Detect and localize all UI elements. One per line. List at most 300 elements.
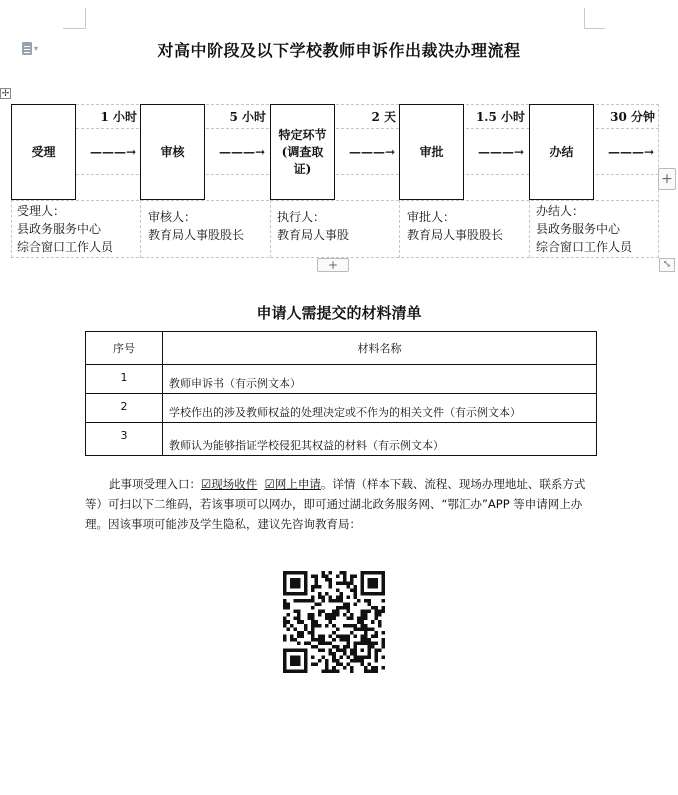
qr-module <box>297 659 301 663</box>
qr-module <box>381 575 385 579</box>
person-line: 执行人： <box>277 210 326 224</box>
qr-module <box>290 648 294 652</box>
qr-module <box>336 606 340 610</box>
qr-module <box>336 634 340 638</box>
step-label: 受理 <box>31 144 56 159</box>
qr-module <box>304 666 308 670</box>
qr-module <box>336 627 340 631</box>
qr-module <box>378 610 382 614</box>
qr-module <box>311 645 315 649</box>
qr-module <box>297 669 301 673</box>
page-corner-mark-top-right <box>584 8 605 29</box>
person-line: 受理人： <box>17 204 66 218</box>
qr-module <box>364 666 368 670</box>
person-line: 教育局人事股股长 <box>148 228 245 242</box>
qr-module <box>311 596 315 600</box>
qr-module <box>311 627 315 631</box>
qr-module <box>304 659 308 663</box>
qr-module <box>311 606 315 610</box>
qr-module <box>353 603 357 607</box>
qr-module <box>371 641 375 645</box>
qr-module <box>357 620 361 624</box>
qr-module <box>381 631 385 635</box>
qr-module <box>353 585 357 589</box>
qr-module <box>329 582 333 586</box>
add-row-button[interactable]: + <box>317 258 349 272</box>
qr-module <box>332 617 336 621</box>
qr-module <box>297 648 301 652</box>
qr-module <box>371 585 375 589</box>
qr-module <box>367 655 371 659</box>
qr-module <box>297 662 301 666</box>
qr-module <box>283 662 287 666</box>
qr-module <box>290 585 294 589</box>
qr-module <box>304 578 308 582</box>
qr-module <box>336 613 340 617</box>
qr-module <box>329 585 333 589</box>
qr-module <box>283 575 287 579</box>
qr-module <box>357 599 361 603</box>
qr-module <box>339 571 343 575</box>
qr-module <box>374 585 378 589</box>
qr-module <box>315 620 319 624</box>
qr-module <box>290 571 294 575</box>
qr-module <box>381 641 385 645</box>
qr-module <box>364 610 368 614</box>
qr-module <box>350 624 354 628</box>
qr-module <box>374 634 378 638</box>
entry-paragraph <box>85 474 597 534</box>
qr-module <box>339 596 343 600</box>
qr-module <box>374 652 378 656</box>
qr-module <box>329 571 333 575</box>
qr-module <box>322 610 326 614</box>
qr-module <box>297 617 301 621</box>
qr-module <box>374 641 378 645</box>
qr-module <box>353 589 357 593</box>
qr-module <box>318 648 322 652</box>
qr-module <box>360 575 364 579</box>
person-line: 综合窗口工作人员 <box>536 240 633 254</box>
qr-module <box>364 613 368 617</box>
qr-module <box>350 582 354 586</box>
qr-module <box>346 606 350 610</box>
qr-module <box>346 645 350 649</box>
qr-module <box>315 585 319 589</box>
qr-module <box>374 669 378 673</box>
qr-module <box>290 655 294 659</box>
qr-module <box>364 617 368 621</box>
qr-module <box>294 599 298 603</box>
qr-module <box>301 592 305 596</box>
qr-module <box>301 648 305 652</box>
qr-module <box>371 634 375 638</box>
qr-module <box>318 659 322 663</box>
qr-module <box>336 610 340 614</box>
qr-module <box>294 582 298 586</box>
qr-module <box>283 571 287 575</box>
row-name: 教师认为能够指证学校侵犯其权益的材料（有示例文本） <box>163 423 597 456</box>
qr-module <box>315 578 319 582</box>
qr-module <box>297 582 301 586</box>
qr-module <box>329 641 333 645</box>
qr-module <box>353 634 357 638</box>
qr-module <box>381 645 385 649</box>
qr-module <box>311 655 315 659</box>
qr-module <box>315 645 319 649</box>
qr-module <box>367 585 371 589</box>
qr-module <box>325 659 329 663</box>
step-complete <box>529 104 594 200</box>
entry-option-online: ☑网上申请 <box>264 477 321 491</box>
qr-module <box>346 585 350 589</box>
qr-module <box>339 592 343 596</box>
qr-module <box>311 613 315 617</box>
qr-module <box>304 648 308 652</box>
qr-module <box>371 620 375 624</box>
qr-module <box>283 578 287 582</box>
page-corner-mark-top-left <box>63 8 86 29</box>
qr-module <box>350 589 354 593</box>
qr-module <box>322 571 326 575</box>
qr-module <box>304 624 308 628</box>
qr-module <box>367 648 371 652</box>
qr-module <box>301 669 305 673</box>
qr-module <box>350 669 354 673</box>
qr-module <box>287 606 291 610</box>
qr-module <box>336 589 340 593</box>
qr-module <box>283 599 287 603</box>
qr-module <box>371 669 375 673</box>
qr-module <box>346 624 350 628</box>
qr-module <box>367 652 371 656</box>
qr-module <box>381 589 385 593</box>
qr-module <box>318 585 322 589</box>
table-resize-handle[interactable]: ⤡ <box>659 258 675 272</box>
qr-module <box>346 603 350 607</box>
qr-module <box>381 571 385 575</box>
qr-module <box>336 648 340 652</box>
flow-arrow: ———→ <box>90 145 137 159</box>
qr-module <box>301 634 305 638</box>
qr-module <box>290 634 294 638</box>
qr-module <box>381 638 385 642</box>
qr-module <box>381 582 385 586</box>
qr-module <box>374 666 378 670</box>
qr-module <box>343 603 347 607</box>
time-label: 30 分钟 <box>610 110 655 124</box>
qr-code-image <box>283 571 385 673</box>
qr-module <box>353 627 357 631</box>
qr-module <box>357 627 361 631</box>
qr-module <box>329 596 333 600</box>
qr-module <box>378 592 382 596</box>
qr-module <box>308 599 312 603</box>
qr-module <box>325 666 329 670</box>
qr-module <box>322 648 326 652</box>
qr-module <box>301 599 305 603</box>
qr-module <box>336 599 340 603</box>
row-no: 2 <box>86 394 163 423</box>
qr-module <box>304 641 308 645</box>
qr-module <box>367 627 371 631</box>
qr-module <box>304 592 308 596</box>
qr-module <box>322 655 326 659</box>
qr-module <box>294 571 298 575</box>
qr-module <box>343 575 347 579</box>
qr-module <box>283 606 287 610</box>
qr-module <box>290 592 294 596</box>
qr-module <box>371 582 375 586</box>
qr-module <box>336 575 340 579</box>
qr-module <box>353 575 357 579</box>
qr-module <box>346 634 350 638</box>
step-approve <box>399 104 464 200</box>
person-complete <box>536 202 632 256</box>
qr-module <box>346 617 350 621</box>
qr-module <box>315 603 319 607</box>
qr-module <box>378 648 382 652</box>
qr-module <box>304 589 308 593</box>
qr-module <box>360 613 364 617</box>
step-review <box>140 104 205 200</box>
qr-module <box>360 578 364 582</box>
qr-module <box>357 617 361 621</box>
materials-title: 申请人需提交的材料清单 <box>256 304 422 322</box>
qr-module <box>287 648 291 652</box>
qr-module <box>360 627 364 631</box>
qr-module <box>346 582 350 586</box>
qr-module <box>374 582 378 586</box>
qr-module <box>332 613 336 617</box>
qr-module <box>315 575 319 579</box>
qr-module <box>367 582 371 586</box>
qr-module <box>339 655 343 659</box>
qr-module <box>329 599 333 603</box>
qr-module <box>297 641 301 645</box>
qr-module <box>294 648 298 652</box>
qr-module <box>381 666 385 670</box>
qr-module <box>311 638 315 642</box>
qr-module <box>357 641 361 645</box>
qr-module <box>283 659 287 663</box>
qr-module <box>360 638 364 642</box>
qr-module <box>322 599 326 603</box>
qr-module <box>346 638 350 642</box>
qr-module <box>364 627 368 631</box>
qr-module <box>297 599 301 603</box>
qr-module <box>371 606 375 610</box>
qr-module <box>381 585 385 589</box>
qr-module <box>325 575 329 579</box>
qr-module <box>336 645 340 649</box>
qr-module <box>283 669 287 673</box>
flow-arrow: ———→ <box>608 145 655 159</box>
qr-module <box>364 641 368 645</box>
person-special <box>277 208 349 244</box>
qr-module <box>360 610 364 614</box>
qr-module <box>322 575 326 579</box>
qr-module <box>367 669 371 673</box>
qr-module <box>304 599 308 603</box>
qr-module <box>283 617 287 621</box>
qr-module <box>294 655 298 659</box>
qr-module <box>339 648 343 652</box>
qr-module <box>360 655 364 659</box>
qr-module <box>343 634 347 638</box>
qr-module <box>322 641 326 645</box>
qr-module <box>367 599 371 603</box>
materials-table <box>85 331 597 456</box>
qr-module <box>304 627 308 631</box>
qr-module <box>374 648 378 652</box>
qr-module <box>374 606 378 610</box>
qr-module <box>283 634 287 638</box>
qr-module <box>318 641 322 645</box>
qr-module <box>357 659 361 663</box>
qr-module <box>381 655 385 659</box>
qr-module <box>367 645 371 649</box>
qr-module <box>287 571 291 575</box>
qr-module <box>297 592 301 596</box>
qr-module <box>297 655 301 659</box>
qr-module <box>339 662 343 666</box>
qr-module <box>294 659 298 663</box>
qr-module <box>322 634 326 638</box>
qr-module <box>315 624 319 628</box>
qr-module <box>332 659 336 663</box>
qr-module <box>360 648 364 652</box>
time-label: 1.5 小时 <box>475 110 525 124</box>
qr-module <box>332 599 336 603</box>
qr-module <box>315 582 319 586</box>
qr-module <box>374 592 378 596</box>
qr-module <box>350 631 354 635</box>
step-accept <box>11 104 76 200</box>
qr-module <box>346 662 350 666</box>
row-no: 1 <box>86 365 163 394</box>
qr-module <box>297 634 301 638</box>
qr-module <box>329 578 333 582</box>
qr-module <box>353 648 357 652</box>
qr-module <box>360 592 364 596</box>
qr-module <box>360 620 364 624</box>
qr-module <box>304 582 308 586</box>
page-title: 对高中阶段及以下学校教师申诉作出裁决办理流程 <box>157 41 521 60</box>
qr-module <box>322 669 326 673</box>
qr-module <box>353 596 357 600</box>
caret-down-icon: ▾ <box>34 43 39 53</box>
add-column-button[interactable]: + <box>658 168 676 190</box>
qr-module <box>336 596 340 600</box>
qr-module <box>371 666 375 670</box>
flow-arrow: ———→ <box>349 145 396 159</box>
qr-module <box>374 613 378 617</box>
qr-module <box>332 652 336 656</box>
qr-module <box>367 638 371 642</box>
qr-module <box>350 659 354 663</box>
qr-module <box>294 592 298 596</box>
table-row <box>86 423 597 456</box>
qr-module <box>304 575 308 579</box>
qr-module <box>367 641 371 645</box>
qr-module <box>308 641 312 645</box>
qr-module <box>287 592 291 596</box>
table-row <box>86 365 597 394</box>
qr-module <box>367 571 371 575</box>
person-line: 县政务服务中心 <box>536 222 621 236</box>
qr-module <box>339 599 343 603</box>
qr-module <box>311 634 315 638</box>
qr-module <box>360 585 364 589</box>
qr-module <box>381 606 385 610</box>
qr-module <box>329 652 333 656</box>
qr-module <box>325 624 329 628</box>
qr-module <box>301 631 305 635</box>
qr-module <box>290 624 294 628</box>
qr-module <box>318 624 322 628</box>
qr-module <box>290 638 294 642</box>
qr-module <box>353 655 357 659</box>
qr-module <box>283 666 287 670</box>
qr-module <box>371 578 375 582</box>
table-move-handle[interactable]: ✢ <box>1 89 10 99</box>
qr-module <box>367 592 371 596</box>
qr-module <box>332 669 336 673</box>
qr-module <box>364 571 368 575</box>
qr-module <box>374 659 378 663</box>
qr-module <box>318 634 322 638</box>
qr-module <box>381 578 385 582</box>
qr-module <box>301 571 305 575</box>
qr-module <box>332 631 336 635</box>
qr-module <box>283 603 287 607</box>
qr-module <box>311 631 315 635</box>
qr-module <box>360 589 364 593</box>
qr-module <box>350 652 354 656</box>
qr-module <box>325 578 329 582</box>
step-label: 特定环节(调查取证) <box>278 127 327 176</box>
qr-module <box>297 610 301 614</box>
qr-module <box>353 592 357 596</box>
person-line: 教育局人事股股长 <box>407 228 504 242</box>
qr-module <box>360 571 364 575</box>
qr-module <box>364 592 368 596</box>
qr-module <box>329 669 333 673</box>
qr-module <box>287 669 291 673</box>
qr-module <box>371 645 375 649</box>
qr-module <box>336 659 340 663</box>
qr-module <box>350 666 354 670</box>
qr-module <box>346 655 350 659</box>
qr-module <box>364 631 368 635</box>
qr-module <box>332 645 336 649</box>
qr-module <box>311 589 315 593</box>
qr-module <box>343 652 347 656</box>
qr-module <box>311 617 315 621</box>
qr-module <box>297 585 301 589</box>
qr-module <box>283 638 287 642</box>
qr-module <box>311 599 315 603</box>
qr-module <box>304 652 308 656</box>
qr-module <box>325 669 329 673</box>
qr-module <box>325 592 329 596</box>
person-line: 审批人： <box>407 210 456 224</box>
qr-module <box>343 578 347 582</box>
qr-module <box>360 634 364 638</box>
person-line: 办结人： <box>536 204 585 218</box>
qr-module <box>374 578 378 582</box>
